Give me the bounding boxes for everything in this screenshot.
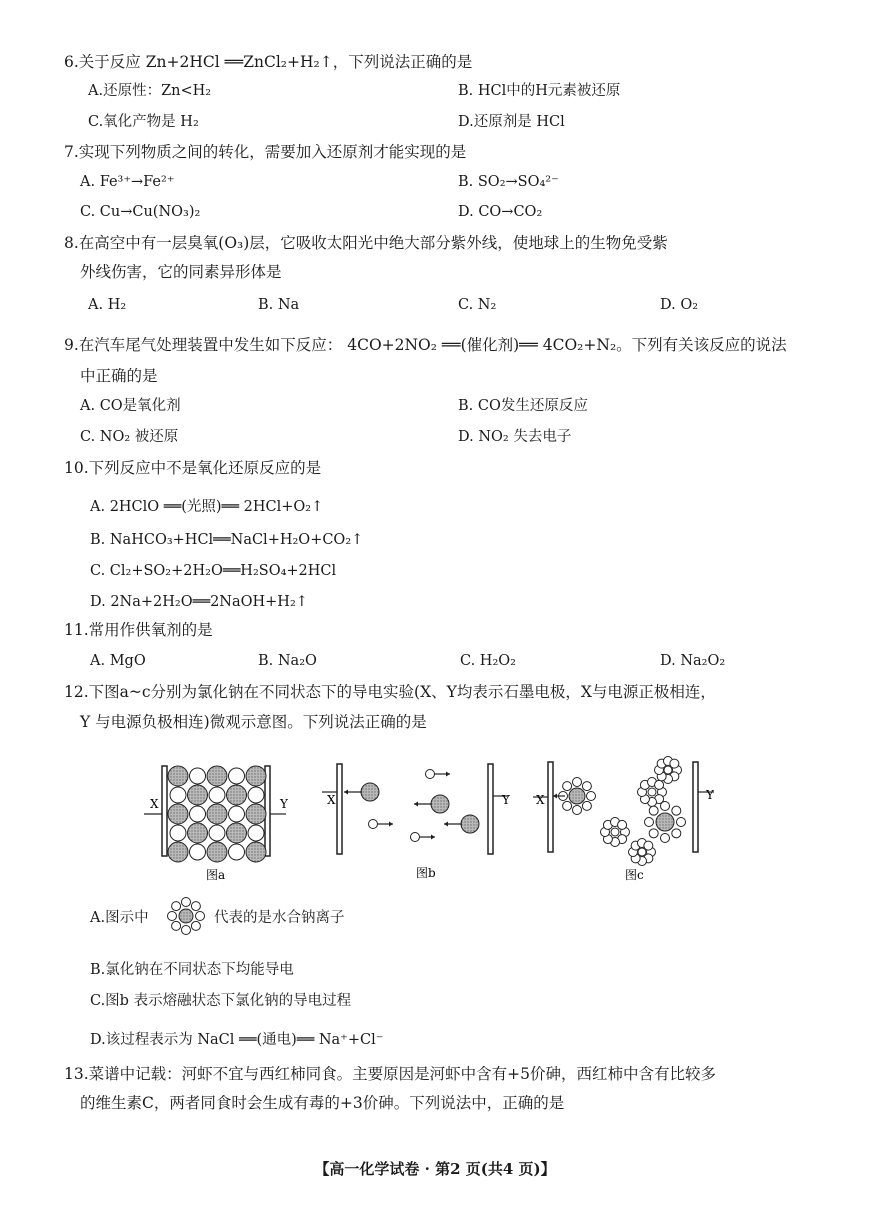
sodium-ion <box>170 825 186 841</box>
ion-arrow-5-head <box>431 835 435 840</box>
water-molecule <box>191 921 200 930</box>
q9-stem-line1: 9.在汽车尾气处理装置中发生如下反应： 4CO+2NO₂ ══(催化剂)══ 4CO₂+N₂。下列有关该反应的说法 <box>64 336 787 354</box>
q10-option-a: A. 2HClO ══(光照)══ 2HCl+O₂↑ <box>90 499 324 515</box>
chloride-ion <box>188 823 208 843</box>
water-molecule <box>649 829 658 838</box>
sodium-ion <box>190 806 206 822</box>
water-molecule <box>677 818 686 827</box>
figure-c <box>533 757 715 883</box>
q13-stem-line1: 13.菜谱中记载：河虾不宜与西红柿同食。主要原因是河虾中含有+5价砷，西红柿中含有比较多 <box>64 1065 717 1083</box>
fig-b-electrode-x <box>337 764 342 854</box>
sodium-ion <box>209 787 225 803</box>
conductivity-figure <box>140 752 740 887</box>
fig-a-x-label: X <box>150 797 159 811</box>
q12-option-a-prefix: A.图示中 <box>90 910 149 926</box>
water-molecule <box>172 902 181 911</box>
fig-a-electrode-x <box>162 766 167 856</box>
sodium-ion <box>411 833 420 842</box>
q10-stem: 10.下列反应中不是氧化还原反应的是 <box>64 459 322 477</box>
q12-option-b: B.氯化钠在不同状态下均能导电 <box>90 962 294 978</box>
q8-option-d: D. O₂ <box>660 297 699 313</box>
chloride-ion <box>246 842 266 862</box>
q6-option-a: A.还原性：Zn<H₂ <box>88 83 212 99</box>
water-molecule <box>563 801 572 810</box>
q8-option-a: A. H₂ <box>88 297 127 313</box>
q7-option-a: A. Fe³⁺→Fe²⁺ <box>80 174 175 190</box>
q11-stem: 11.常用作供氧剂的是 <box>64 621 213 639</box>
water-molecule <box>182 898 191 907</box>
q9-stem-line2: 中正确的是 <box>80 367 158 385</box>
fig-c-y-label: Y <box>706 788 714 802</box>
chloride-ion <box>227 823 247 843</box>
water-molecule <box>582 801 591 810</box>
ion-arrow-1-head <box>414 802 418 807</box>
sodium-ion <box>248 825 264 841</box>
q11-option-a: A. MgO <box>90 653 146 669</box>
q12-option-d: D.该过程表示为 NaCl ══(通电)══ Na⁺+Cl⁻ <box>90 1032 384 1048</box>
sodium-ion <box>190 844 206 860</box>
sodium-ion <box>369 820 378 829</box>
water-molecule <box>582 782 591 791</box>
water-molecule <box>670 759 679 768</box>
water-molecule <box>563 782 572 791</box>
fig-a-y-label: Y <box>280 797 288 811</box>
chloride-ion <box>207 804 227 824</box>
water-molecule <box>587 792 596 801</box>
q7-option-d: D. CO→CO₂ <box>458 204 543 220</box>
q12-option-a-suffix: 代表的是水合钠离子 <box>214 910 345 926</box>
molten-ions <box>344 770 479 842</box>
water-molecule <box>672 806 681 815</box>
q6-option-c: C.氧化产物是 H₂ <box>88 114 199 130</box>
q6-option-b: B. HCl中的H元素被还原 <box>458 83 621 99</box>
water-molecule <box>645 818 654 827</box>
q11-option-b: B. Na₂O <box>258 653 317 669</box>
fig-c-x-label: X <box>536 793 545 807</box>
nacl-lattice <box>168 766 266 862</box>
fig-c-electrode-x <box>548 762 553 852</box>
water-molecule <box>573 778 582 787</box>
figure-b <box>322 764 511 880</box>
conductivity-figure-svg <box>140 752 740 887</box>
ion-arrow-2-head <box>444 822 448 827</box>
chloride-ion <box>461 815 479 833</box>
sodium-ion <box>170 787 186 803</box>
sodium-ion <box>209 825 225 841</box>
chloride-ion <box>246 766 266 786</box>
ion-arrow-4-head <box>389 822 393 827</box>
q9-option-c: C. NO₂ 被还原 <box>80 429 179 445</box>
q13-stem-line2: 的维生素C，两者同食时会生成有毒的+3价砷。下列说法中，正确的是 <box>80 1094 565 1112</box>
chloride-ion <box>227 785 247 805</box>
q7-option-b: B. SO₂→SO₄²⁻ <box>458 174 559 190</box>
q9-option-a: A. CO是氧化剂 <box>80 398 181 414</box>
q6-option-d: D.还原剂是 HCl <box>458 114 565 130</box>
q6-stem: 6.关于反应 Zn+2HCl ══ZnCl₂+H₂↑，下列说法正确的是 <box>64 53 473 71</box>
hydrated-core-ion <box>648 788 656 796</box>
q10-option-c: C. Cl₂+SO₂+2H₂O══H₂SO₄+2HCl <box>90 563 337 579</box>
chloride-ion <box>361 783 379 801</box>
sodium-ion <box>229 806 245 822</box>
q10-option-b: B. NaHCO₃+HCl══NaCl+H₂O+CO₂↑ <box>90 532 364 548</box>
q9-option-b: B. CO发生还原反应 <box>458 398 588 414</box>
water-molecule <box>649 806 658 815</box>
chloride-ion <box>246 804 266 824</box>
q7-option-c: C. Cu→Cu(NO₃)₂ <box>80 204 201 220</box>
q12-stem-line2: Y 与电源负极相连)微观示意图。下列说法正确的是 <box>80 713 427 731</box>
sodium-ion <box>229 844 245 860</box>
sodium-ion <box>426 770 435 779</box>
water-molecule <box>191 902 200 911</box>
water-molecule <box>661 802 670 811</box>
q11-option-c: C. H₂O₂ <box>460 653 516 669</box>
chloride-ion <box>207 766 227 786</box>
water-molecule <box>655 780 664 789</box>
water-molecule <box>573 806 582 815</box>
q8-option-b: B. Na <box>258 297 300 313</box>
hydrated-sodium-ion-icon <box>162 894 214 940</box>
q8-stem-line2: 外线伤害，它的同素异形体是 <box>80 263 282 281</box>
q12-stem-line1: 12.下图a~c分别为氯化钠在不同状态下的导电实验(X、Y均表示石墨电极，X与电源正极相连， <box>64 683 716 701</box>
q10-option-d: D. 2Na+2H₂O══2NaOH+H₂↑ <box>90 594 308 610</box>
q11-option-d: D. Na₂O₂ <box>660 653 726 669</box>
fig-c-caption: 图c <box>625 868 644 882</box>
sodium-ion <box>248 787 264 803</box>
ion-arrow-0-head <box>344 790 348 795</box>
q8-stem-line1: 8.在高空中有一层臭氧(O₃)层，它吸收太阳光中绝大部分紫外线，使地球上的生物免受紫 <box>64 234 668 252</box>
hydrated-core-ion <box>179 909 193 923</box>
sodium-ion <box>229 768 245 784</box>
hydrated-core-ion <box>638 848 646 856</box>
page-footer: 【高一化学试卷 · 第2 页(共4 页)】 <box>314 1160 556 1178</box>
water-molecule <box>172 921 181 930</box>
q9-option-d: D. NO₂ 失去电子 <box>458 429 572 445</box>
q8-option-c: C. N₂ <box>458 297 497 313</box>
water-molecule <box>196 912 205 921</box>
chloride-ion <box>188 785 208 805</box>
water-molecule <box>168 912 177 921</box>
fig-a-caption: 图a <box>206 868 226 882</box>
chloride-ion <box>207 842 227 862</box>
water-molecule <box>672 829 681 838</box>
hydrated-core-ion <box>569 788 585 804</box>
fig-b-x-label: X <box>327 793 336 807</box>
sodium-ion <box>190 768 206 784</box>
hydrated-core-ion <box>664 766 672 774</box>
hydrated-ions <box>553 757 686 866</box>
q12-option-c: C.图b 表示熔融状态下氯化钠的导电过程 <box>90 993 352 1009</box>
ion-arrow-3-head <box>446 772 450 777</box>
water-molecule <box>618 820 627 829</box>
chloride-ion <box>168 804 188 824</box>
hydrated-core-ion <box>656 813 674 831</box>
hydrated-core-ion <box>611 828 619 836</box>
figure-a <box>144 766 289 882</box>
fig-b-caption: 图b <box>416 866 436 880</box>
fig-b-electrode-y <box>488 764 493 854</box>
fig-c-electrode-y <box>693 762 698 852</box>
chloride-ion <box>168 842 188 862</box>
chloride-ion <box>168 766 188 786</box>
water-molecule <box>644 841 653 850</box>
water-molecule <box>182 926 191 935</box>
chloride-ion <box>431 795 449 813</box>
fig-b-y-label: Y <box>502 793 510 807</box>
water-molecule <box>661 834 670 843</box>
q7-stem: 7.实现下列物质之间的转化，需要加入还原剂才能实现的是 <box>64 143 467 161</box>
